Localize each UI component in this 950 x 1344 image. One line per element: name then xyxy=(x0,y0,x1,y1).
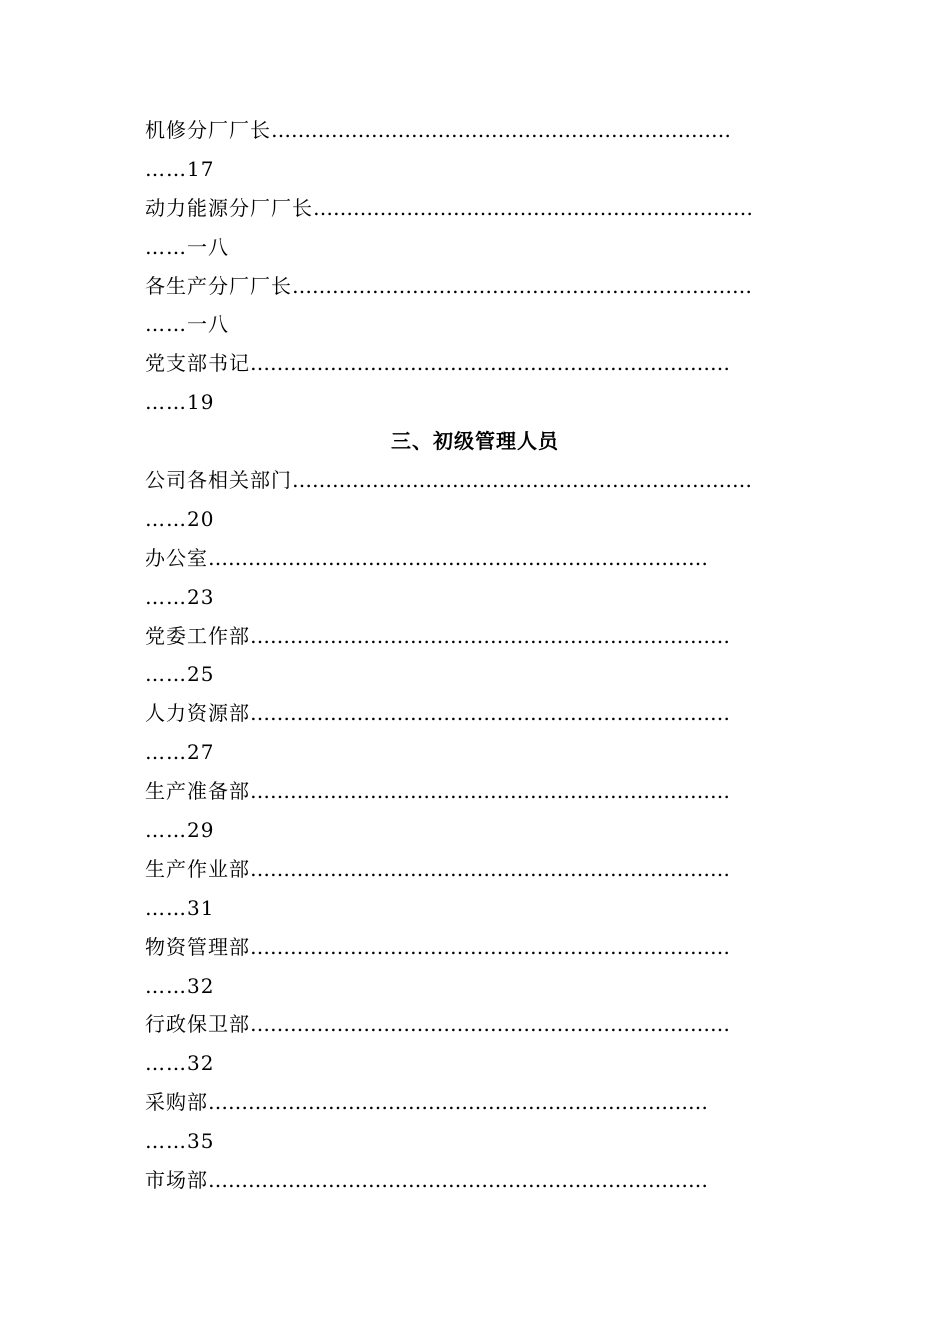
toc-entry-title-line xyxy=(145,1005,805,1044)
toc-page-number: ……17 xyxy=(145,156,215,181)
toc-leader-dots: ……………………………………………………………… xyxy=(250,779,730,804)
toc-entry-title-line xyxy=(145,267,805,306)
toc-entry-page-line xyxy=(145,305,805,344)
toc-entry-page-line xyxy=(145,228,805,267)
toc-entry-title-line xyxy=(145,617,805,656)
toc-entry-title: 生产作业部 xyxy=(145,856,250,881)
toc-entry-title-line xyxy=(145,461,805,500)
toc-leader-dots: ……………………………………………………………… xyxy=(250,701,730,726)
toc-entry-title-line xyxy=(145,1161,805,1200)
toc-leader-dots: …………………………………………………………… xyxy=(292,273,752,298)
toc-entry-title-line xyxy=(145,772,805,811)
toc-entry-title-line xyxy=(145,850,805,889)
toc-entry-title: 物资管理部 xyxy=(145,934,250,959)
toc-entry-title: 动力能源分厂厂长 xyxy=(145,195,313,220)
toc-entry-title: 行政保卫部 xyxy=(145,1012,250,1037)
toc-entry-title-line xyxy=(145,189,805,228)
toc-entry-page-line xyxy=(145,733,805,772)
section-heading: 三、初级管理人员 xyxy=(391,429,559,454)
toc-entry-title: 市场部 xyxy=(145,1168,208,1193)
toc-entry-page-line xyxy=(145,578,805,617)
toc-entry-page-line xyxy=(145,811,805,850)
toc-page-number: ……27 xyxy=(145,740,215,765)
table-of-contents xyxy=(145,111,805,1200)
toc-leader-dots: ……………………………………………………………… xyxy=(250,351,730,376)
toc-leader-dots: …………………………………………………………… xyxy=(271,118,731,142)
toc-entry-page-line xyxy=(145,150,805,189)
toc-page-number: ……32 xyxy=(145,1051,215,1076)
toc-leader-dots: ………………………………………………………………… xyxy=(208,545,708,570)
toc-leader-dots: …………………………………………………………… xyxy=(292,468,752,493)
toc-leader-dots: ………………………………………………………………… xyxy=(208,1090,708,1115)
toc-entry-page-line xyxy=(145,500,805,539)
toc-entry-page-line xyxy=(145,967,805,1006)
toc-entry-page-line xyxy=(145,1122,805,1161)
toc-leader-dots: ……………………………………………………………… xyxy=(250,1012,730,1037)
toc-entry-page-line xyxy=(145,889,805,928)
toc-entry-page-line xyxy=(145,1044,805,1083)
toc-page-number: ……32 xyxy=(145,973,215,998)
toc-entry-title-line xyxy=(145,1083,805,1122)
toc-entry-title-line xyxy=(145,344,805,383)
toc-entry-page-line xyxy=(145,383,805,422)
toc-entry-title: 人力资源部 xyxy=(145,701,250,726)
toc-entry-page-line xyxy=(145,655,805,694)
toc-page-number: ……31 xyxy=(145,895,215,920)
toc-page-number: ……25 xyxy=(145,662,215,687)
toc-entry-title: 党支部书记 xyxy=(145,351,250,376)
toc-page-number: ……35 xyxy=(145,1129,215,1154)
toc-page-number: ……一八 xyxy=(145,312,229,337)
toc-entry-title: 办公室 xyxy=(145,545,208,570)
toc-leader-dots: ………………………………………………………………… xyxy=(208,1168,708,1193)
toc-leader-dots: ……………………………………………………………… xyxy=(250,934,730,959)
toc-leader-dots: ………………………………………………………… xyxy=(313,195,753,220)
toc-leader-dots: ……………………………………………………………… xyxy=(250,623,730,648)
toc-page-number: ……一八 xyxy=(145,234,229,259)
toc-entry-title: 各生产分厂厂长 xyxy=(145,273,292,298)
toc-entry-title: 采购部 xyxy=(145,1090,208,1115)
toc-entry-title-line xyxy=(145,928,805,967)
toc-entry-title: 公司各相关部门 xyxy=(145,468,292,493)
toc-page-number: ……19 xyxy=(145,390,215,415)
toc-entry-title: 机修分厂厂长 xyxy=(145,118,271,142)
toc-page-number: ……23 xyxy=(145,584,215,609)
toc-entry-title: 党委工作部 xyxy=(145,623,250,648)
toc-entry-title-line xyxy=(145,694,805,733)
toc-leader-dots: ……………………………………………………………… xyxy=(250,856,730,881)
toc-entry-title-line xyxy=(145,111,805,150)
toc-entry-title-line xyxy=(145,539,805,578)
toc-page-number: ……29 xyxy=(145,818,215,843)
toc-entry-title: 生产准备部 xyxy=(145,779,250,804)
toc-page-number: ……20 xyxy=(145,506,215,531)
